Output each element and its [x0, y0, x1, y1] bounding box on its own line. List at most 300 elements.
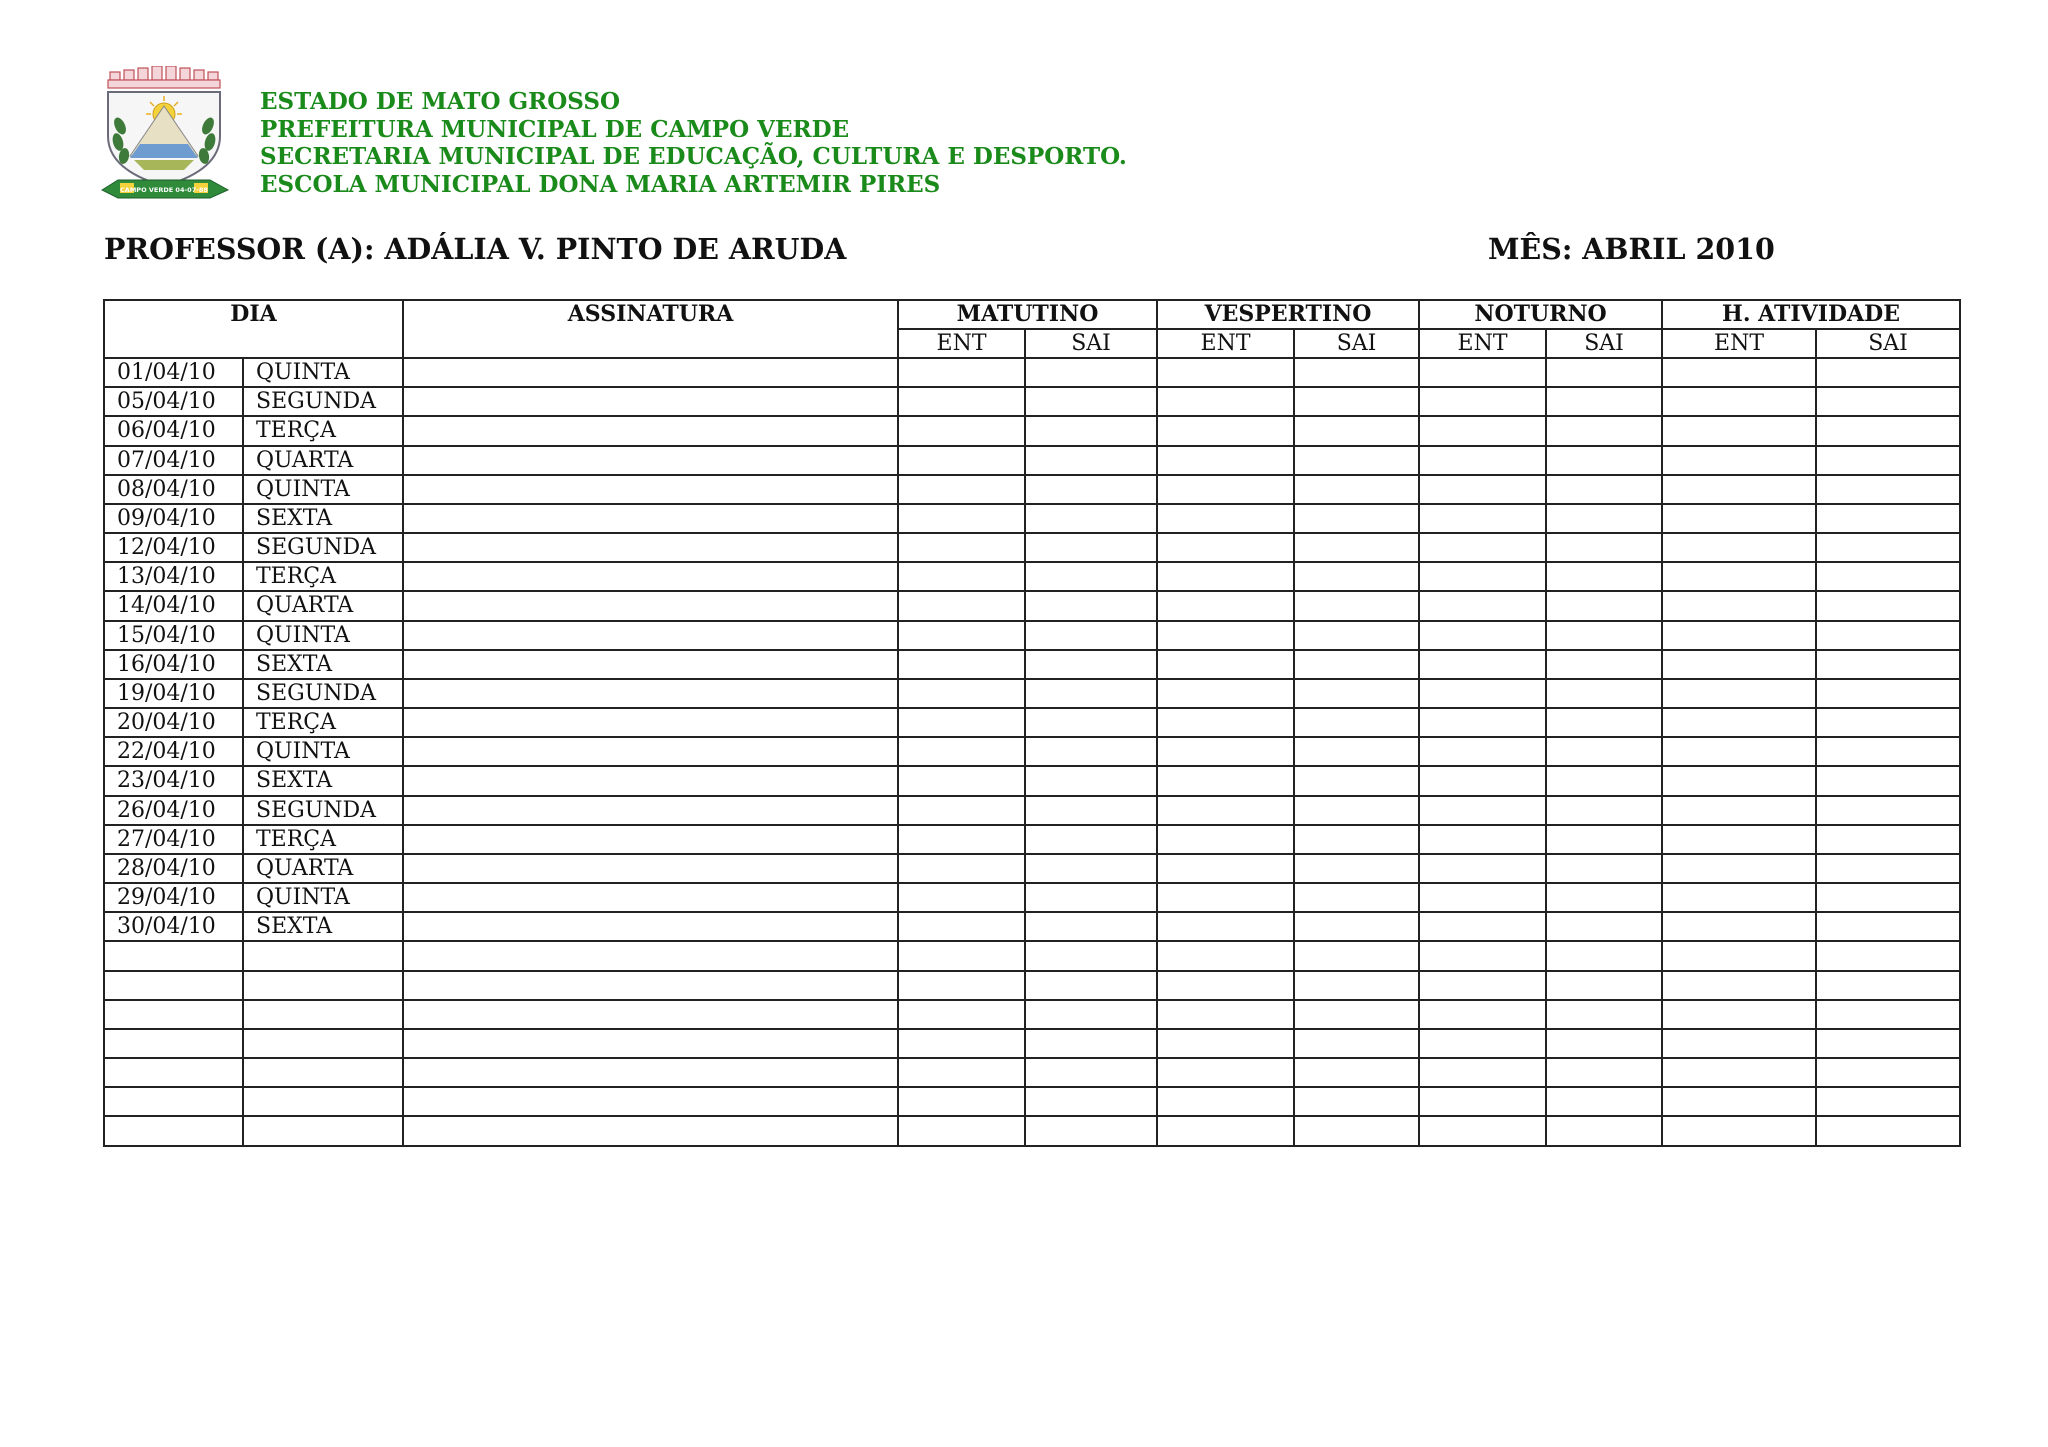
- atividade-sai-cell: [1816, 941, 1960, 970]
- row-weekday: TERÇA: [243, 562, 403, 591]
- matutino-sai-cell: [1025, 941, 1157, 970]
- row-date: [104, 971, 243, 1000]
- vespertino-ent-cell: [1157, 912, 1294, 941]
- table-row: [104, 1087, 1960, 1116]
- atividade-ent-cell: [1662, 971, 1816, 1000]
- atividade-ent-cell: [1662, 1116, 1816, 1146]
- atividade-sai-cell: [1816, 766, 1960, 795]
- table-row: [104, 1029, 1960, 1058]
- noturno-ent-cell: [1419, 796, 1546, 825]
- matutino-ent-cell: [898, 1029, 1025, 1058]
- noturno-ent-cell: [1419, 737, 1546, 766]
- row-date: [104, 941, 243, 970]
- header-noturno: NOTURNO: [1419, 300, 1662, 329]
- noturno-sai-cell: [1546, 358, 1662, 387]
- row-date: 14/04/10: [104, 591, 243, 620]
- table-row: [104, 475, 1960, 504]
- signature-cell: [403, 796, 898, 825]
- vespertino-sai-cell: [1294, 562, 1419, 591]
- atividade-sai-cell: [1816, 446, 1960, 475]
- atividade-ent-cell: [1662, 679, 1816, 708]
- matutino-ent-cell: [898, 1058, 1025, 1087]
- atividade-ent-cell: [1662, 737, 1816, 766]
- atividade-ent-cell: [1662, 766, 1816, 795]
- vespertino-ent-cell: [1157, 971, 1294, 1000]
- matutino-sai-cell: [1025, 737, 1157, 766]
- noturno-sai-cell: [1546, 562, 1662, 591]
- vespertino-ent-cell: [1157, 416, 1294, 445]
- atividade-ent-cell: [1662, 358, 1816, 387]
- row-weekday: QUINTA: [243, 883, 403, 912]
- row-date: [104, 1087, 243, 1116]
- table-row: [104, 650, 1960, 679]
- atividade-ent-cell: [1662, 562, 1816, 591]
- table-row: [104, 854, 1960, 883]
- table-row: [104, 941, 1960, 970]
- vespertino-sai-cell: [1294, 1116, 1419, 1146]
- matutino-ent-cell: [898, 621, 1025, 650]
- vespertino-ent-cell: [1157, 1029, 1294, 1058]
- row-date: 13/04/10: [104, 562, 243, 591]
- vespertino-sai-cell: [1294, 708, 1419, 737]
- row-weekday: SEXTA: [243, 766, 403, 795]
- table-row: [104, 504, 1960, 533]
- atividade-ent-cell: [1662, 475, 1816, 504]
- atividade-sai-cell: [1816, 796, 1960, 825]
- header-sai: SAI: [1546, 329, 1662, 358]
- matutino-sai-cell: [1025, 1058, 1157, 1087]
- row-date: 27/04/10: [104, 825, 243, 854]
- noturno-ent-cell: [1419, 562, 1546, 591]
- noturno-sai-cell: [1546, 708, 1662, 737]
- row-date: 30/04/10: [104, 912, 243, 941]
- row-weekday: [243, 1058, 403, 1087]
- noturno-sai-cell: [1546, 941, 1662, 970]
- header-sai: SAI: [1816, 329, 1960, 358]
- vespertino-sai-cell: [1294, 912, 1419, 941]
- signature-cell: [403, 446, 898, 475]
- table-row: [104, 679, 1960, 708]
- noturno-ent-cell: [1419, 650, 1546, 679]
- matutino-sai-cell: [1025, 475, 1157, 504]
- vespertino-ent-cell: [1157, 883, 1294, 912]
- atividade-sai-cell: [1816, 1029, 1960, 1058]
- matutino-ent-cell: [898, 446, 1025, 475]
- atividade-ent-cell: [1662, 941, 1816, 970]
- matutino-sai-cell: [1025, 1000, 1157, 1029]
- noturno-ent-cell: [1419, 708, 1546, 737]
- vespertino-ent-cell: [1157, 533, 1294, 562]
- vespertino-sai-cell: [1294, 679, 1419, 708]
- noturno-ent-cell: [1419, 358, 1546, 387]
- atividade-ent-cell: [1662, 1087, 1816, 1116]
- atividade-sai-cell: [1816, 533, 1960, 562]
- vespertino-sai-cell: [1294, 416, 1419, 445]
- row-date: 20/04/10: [104, 708, 243, 737]
- noturno-sai-cell: [1546, 533, 1662, 562]
- noturno-sai-cell: [1546, 1058, 1662, 1087]
- vespertino-ent-cell: [1157, 1116, 1294, 1146]
- noturno-ent-cell: [1419, 1058, 1546, 1087]
- teacher-label: PROFESSOR (A): ADÁLIA V. PINTO DE ARUDA: [104, 232, 847, 266]
- info-row: [104, 232, 1775, 268]
- vespertino-ent-cell: [1157, 1087, 1294, 1116]
- row-weekday: [243, 1029, 403, 1058]
- row-date: 06/04/10: [104, 416, 243, 445]
- row-weekday: QUINTA: [243, 737, 403, 766]
- row-weekday: [243, 1087, 403, 1116]
- signature-cell: [403, 475, 898, 504]
- atividade-ent-cell: [1662, 591, 1816, 620]
- atividade-ent-cell: [1662, 825, 1816, 854]
- noturno-sai-cell: [1546, 737, 1662, 766]
- row-date: 22/04/10: [104, 737, 243, 766]
- header-sai: SAI: [1025, 329, 1157, 358]
- row-weekday: QUINTA: [243, 475, 403, 504]
- attendance-table: [103, 299, 1961, 1147]
- matutino-ent-cell: [898, 708, 1025, 737]
- matutino-ent-cell: [898, 475, 1025, 504]
- signature-cell: [403, 621, 898, 650]
- matutino-sai-cell: [1025, 504, 1157, 533]
- noturno-ent-cell: [1419, 679, 1546, 708]
- matutino-ent-cell: [898, 796, 1025, 825]
- noturno-sai-cell: [1546, 591, 1662, 620]
- vespertino-sai-cell: [1294, 533, 1419, 562]
- month-label: MÊS: ABRIL 2010: [1488, 232, 1775, 266]
- row-weekday: SEGUNDA: [243, 387, 403, 416]
- noturno-sai-cell: [1546, 475, 1662, 504]
- vespertino-sai-cell: [1294, 825, 1419, 854]
- table-row: [104, 708, 1960, 737]
- table-row: [104, 1058, 1960, 1087]
- matutino-sai-cell: [1025, 1087, 1157, 1116]
- noturno-ent-cell: [1419, 533, 1546, 562]
- atividade-ent-cell: [1662, 650, 1816, 679]
- header-ent: ENT: [1157, 329, 1294, 358]
- table-row: [104, 825, 1960, 854]
- row-date: [104, 1000, 243, 1029]
- noturno-ent-cell: [1419, 591, 1546, 620]
- table-row: [104, 971, 1960, 1000]
- matutino-sai-cell: [1025, 971, 1157, 1000]
- atividade-sai-cell: [1816, 562, 1960, 591]
- noturno-ent-cell: [1419, 1029, 1546, 1058]
- vespertino-sai-cell: [1294, 475, 1419, 504]
- matutino-sai-cell: [1025, 446, 1157, 475]
- atividade-sai-cell: [1816, 679, 1960, 708]
- table-row: [104, 562, 1960, 591]
- municipal-coat-of-arms-logo: [100, 66, 232, 202]
- noturno-sai-cell: [1546, 416, 1662, 445]
- row-weekday: SEXTA: [243, 650, 403, 679]
- matutino-sai-cell: [1025, 883, 1157, 912]
- matutino-sai-cell: [1025, 387, 1157, 416]
- matutino-ent-cell: [898, 825, 1025, 854]
- row-weekday: [243, 971, 403, 1000]
- matutino-sai-cell: [1025, 796, 1157, 825]
- vespertino-ent-cell: [1157, 1000, 1294, 1029]
- vespertino-sai-cell: [1294, 650, 1419, 679]
- atividade-ent-cell: [1662, 1000, 1816, 1029]
- atividade-sai-cell: [1816, 708, 1960, 737]
- matutino-ent-cell: [898, 358, 1025, 387]
- noturno-ent-cell: [1419, 475, 1546, 504]
- matutino-sai-cell: [1025, 416, 1157, 445]
- vespertino-ent-cell: [1157, 358, 1294, 387]
- atividade-ent-cell: [1662, 504, 1816, 533]
- header-line-secretariat: SECRETARIA MUNICIPAL DE EDUCAÇÃO, CULTURA E DESPORTO.: [260, 143, 1127, 170]
- signature-cell: [403, 1000, 898, 1029]
- matutino-ent-cell: [898, 941, 1025, 970]
- atividade-ent-cell: [1662, 854, 1816, 883]
- row-date: 26/04/10: [104, 796, 243, 825]
- matutino-sai-cell: [1025, 1029, 1157, 1058]
- atividade-sai-cell: [1816, 825, 1960, 854]
- signature-cell: [403, 504, 898, 533]
- vespertino-ent-cell: [1157, 737, 1294, 766]
- row-weekday: [243, 941, 403, 970]
- header-sai: SAI: [1294, 329, 1419, 358]
- matutino-ent-cell: [898, 912, 1025, 941]
- row-weekday: [243, 1116, 403, 1146]
- header-vespertino: VESPERTINO: [1157, 300, 1419, 329]
- noturno-sai-cell: [1546, 912, 1662, 941]
- noturno-ent-cell: [1419, 1087, 1546, 1116]
- noturno-ent-cell: [1419, 387, 1546, 416]
- vespertino-ent-cell: [1157, 1058, 1294, 1087]
- vespertino-ent-cell: [1157, 504, 1294, 533]
- noturno-ent-cell: [1419, 883, 1546, 912]
- row-date: 01/04/10: [104, 358, 243, 387]
- vespertino-sai-cell: [1294, 1058, 1419, 1087]
- vespertino-sai-cell: [1294, 1000, 1419, 1029]
- row-weekday: SEGUNDA: [243, 679, 403, 708]
- atividade-ent-cell: [1662, 796, 1816, 825]
- row-date: [104, 1029, 243, 1058]
- matutino-ent-cell: [898, 562, 1025, 591]
- row-date: 09/04/10: [104, 504, 243, 533]
- row-weekday: QUINTA: [243, 358, 403, 387]
- matutino-ent-cell: [898, 971, 1025, 1000]
- vespertino-sai-cell: [1294, 591, 1419, 620]
- signature-cell: [403, 912, 898, 941]
- noturno-sai-cell: [1546, 504, 1662, 533]
- matutino-ent-cell: [898, 737, 1025, 766]
- vespertino-ent-cell: [1157, 621, 1294, 650]
- matutino-sai-cell: [1025, 650, 1157, 679]
- row-weekday: QUARTA: [243, 446, 403, 475]
- matutino-ent-cell: [898, 883, 1025, 912]
- noturno-sai-cell: [1546, 1000, 1662, 1029]
- signature-cell: [403, 971, 898, 1000]
- table-row: [104, 883, 1960, 912]
- header-h-atividade: H. ATIVIDADE: [1662, 300, 1960, 329]
- matutino-sai-cell: [1025, 533, 1157, 562]
- atividade-sai-cell: [1816, 650, 1960, 679]
- noturno-ent-cell: [1419, 941, 1546, 970]
- noturno-sai-cell: [1546, 679, 1662, 708]
- atividade-sai-cell: [1816, 358, 1960, 387]
- noturno-sai-cell: [1546, 766, 1662, 795]
- vespertino-ent-cell: [1157, 475, 1294, 504]
- atividade-sai-cell: [1816, 971, 1960, 1000]
- header-assinatura: ASSINATURA: [403, 300, 898, 358]
- atividade-sai-cell: [1816, 1087, 1960, 1116]
- vespertino-ent-cell: [1157, 650, 1294, 679]
- signature-cell: [403, 1087, 898, 1116]
- table-row: [104, 446, 1960, 475]
- noturno-sai-cell: [1546, 883, 1662, 912]
- noturno-ent-cell: [1419, 1000, 1546, 1029]
- signature-cell: [403, 416, 898, 445]
- vespertino-sai-cell: [1294, 621, 1419, 650]
- noturno-ent-cell: [1419, 825, 1546, 854]
- table-row: [104, 621, 1960, 650]
- atividade-sai-cell: [1816, 854, 1960, 883]
- vespertino-sai-cell: [1294, 446, 1419, 475]
- noturno-ent-cell: [1419, 621, 1546, 650]
- signature-cell: [403, 1058, 898, 1087]
- matutino-sai-cell: [1025, 562, 1157, 591]
- row-date: 19/04/10: [104, 679, 243, 708]
- atividade-sai-cell: [1816, 883, 1960, 912]
- header-line-prefecture: PREFEITURA MUNICIPAL DE CAMPO VERDE: [260, 115, 850, 143]
- signature-cell: [403, 679, 898, 708]
- noturno-ent-cell: [1419, 971, 1546, 1000]
- matutino-ent-cell: [898, 591, 1025, 620]
- vespertino-sai-cell: [1294, 971, 1419, 1000]
- vespertino-ent-cell: [1157, 766, 1294, 795]
- atividade-sai-cell: [1816, 1058, 1960, 1087]
- signature-cell: [403, 387, 898, 416]
- matutino-sai-cell: [1025, 766, 1157, 795]
- header-matutino: MATUTINO: [898, 300, 1157, 329]
- atividade-ent-cell: [1662, 416, 1816, 445]
- noturno-sai-cell: [1546, 1087, 1662, 1116]
- matutino-sai-cell: [1025, 679, 1157, 708]
- matutino-ent-cell: [898, 766, 1025, 795]
- noturno-ent-cell: [1419, 766, 1546, 795]
- vespertino-sai-cell: [1294, 941, 1419, 970]
- row-date: 28/04/10: [104, 854, 243, 883]
- matutino-ent-cell: [898, 533, 1025, 562]
- noturno-sai-cell: [1546, 796, 1662, 825]
- atividade-sai-cell: [1816, 1116, 1960, 1146]
- row-weekday: SEXTA: [243, 504, 403, 533]
- row-date: 12/04/10: [104, 533, 243, 562]
- table-row: [104, 912, 1960, 941]
- header-ent: ENT: [898, 329, 1025, 358]
- matutino-ent-cell: [898, 504, 1025, 533]
- row-weekday: QUARTA: [243, 854, 403, 883]
- noturno-sai-cell: [1546, 854, 1662, 883]
- matutino-sai-cell: [1025, 358, 1157, 387]
- vespertino-sai-cell: [1294, 1029, 1419, 1058]
- row-weekday: TERÇA: [243, 825, 403, 854]
- row-date: 15/04/10: [104, 621, 243, 650]
- header-line-state: ESTADO DE MATO GROSSO: [260, 88, 621, 115]
- matutino-ent-cell: [898, 416, 1025, 445]
- row-weekday: TERÇA: [243, 416, 403, 445]
- signature-cell: [403, 883, 898, 912]
- vespertino-ent-cell: [1157, 387, 1294, 416]
- vespertino-sai-cell: [1294, 796, 1419, 825]
- matutino-sai-cell: [1025, 912, 1157, 941]
- row-date: [104, 1116, 243, 1146]
- vespertino-ent-cell: [1157, 446, 1294, 475]
- signature-cell: [403, 941, 898, 970]
- atividade-sai-cell: [1816, 475, 1960, 504]
- matutino-sai-cell: [1025, 708, 1157, 737]
- vespertino-ent-cell: [1157, 825, 1294, 854]
- table-row: [104, 796, 1960, 825]
- atividade-ent-cell: [1662, 1058, 1816, 1087]
- vespertino-ent-cell: [1157, 941, 1294, 970]
- signature-cell: [403, 1116, 898, 1146]
- header-ent: ENT: [1662, 329, 1816, 358]
- noturno-sai-cell: [1546, 621, 1662, 650]
- atividade-sai-cell: [1816, 621, 1960, 650]
- signature-cell: [403, 708, 898, 737]
- signature-cell: [403, 562, 898, 591]
- header-ent: ENT: [1419, 329, 1546, 358]
- table-row: [104, 1116, 1960, 1146]
- table-header-row: [104, 300, 1960, 329]
- signature-cell: [403, 650, 898, 679]
- noturno-sai-cell: [1546, 971, 1662, 1000]
- vespertino-ent-cell: [1157, 591, 1294, 620]
- row-date: 08/04/10: [104, 475, 243, 504]
- matutino-sai-cell: [1025, 591, 1157, 620]
- vespertino-sai-cell: [1294, 737, 1419, 766]
- vespertino-ent-cell: [1157, 854, 1294, 883]
- row-date: 16/04/10: [104, 650, 243, 679]
- vespertino-ent-cell: [1157, 708, 1294, 737]
- table-row: [104, 358, 1960, 387]
- table-row: [104, 591, 1960, 620]
- signature-cell: [403, 533, 898, 562]
- signature-cell: [403, 591, 898, 620]
- vespertino-ent-cell: [1157, 679, 1294, 708]
- noturno-sai-cell: [1546, 1029, 1662, 1058]
- institution-header: [260, 88, 1127, 198]
- vespertino-sai-cell: [1294, 766, 1419, 795]
- atividade-sai-cell: [1816, 737, 1960, 766]
- matutino-ent-cell: [898, 650, 1025, 679]
- atividade-sai-cell: [1816, 1000, 1960, 1029]
- signature-cell: [403, 825, 898, 854]
- atividade-sai-cell: [1816, 912, 1960, 941]
- row-weekday: QUARTA: [243, 591, 403, 620]
- row-date: 29/04/10: [104, 883, 243, 912]
- signature-cell: [403, 854, 898, 883]
- table-row: [104, 737, 1960, 766]
- vespertino-sai-cell: [1294, 854, 1419, 883]
- row-weekday: SEXTA: [243, 912, 403, 941]
- matutino-ent-cell: [898, 387, 1025, 416]
- signature-cell: [403, 766, 898, 795]
- row-weekday: QUINTA: [243, 621, 403, 650]
- atividade-ent-cell: [1662, 1029, 1816, 1058]
- header-dia: DIA: [104, 300, 403, 358]
- atividade-ent-cell: [1662, 621, 1816, 650]
- noturno-sai-cell: [1546, 825, 1662, 854]
- noturno-sai-cell: [1546, 1116, 1662, 1146]
- matutino-ent-cell: [898, 1116, 1025, 1146]
- vespertino-sai-cell: [1294, 504, 1419, 533]
- matutino-ent-cell: [898, 1087, 1025, 1116]
